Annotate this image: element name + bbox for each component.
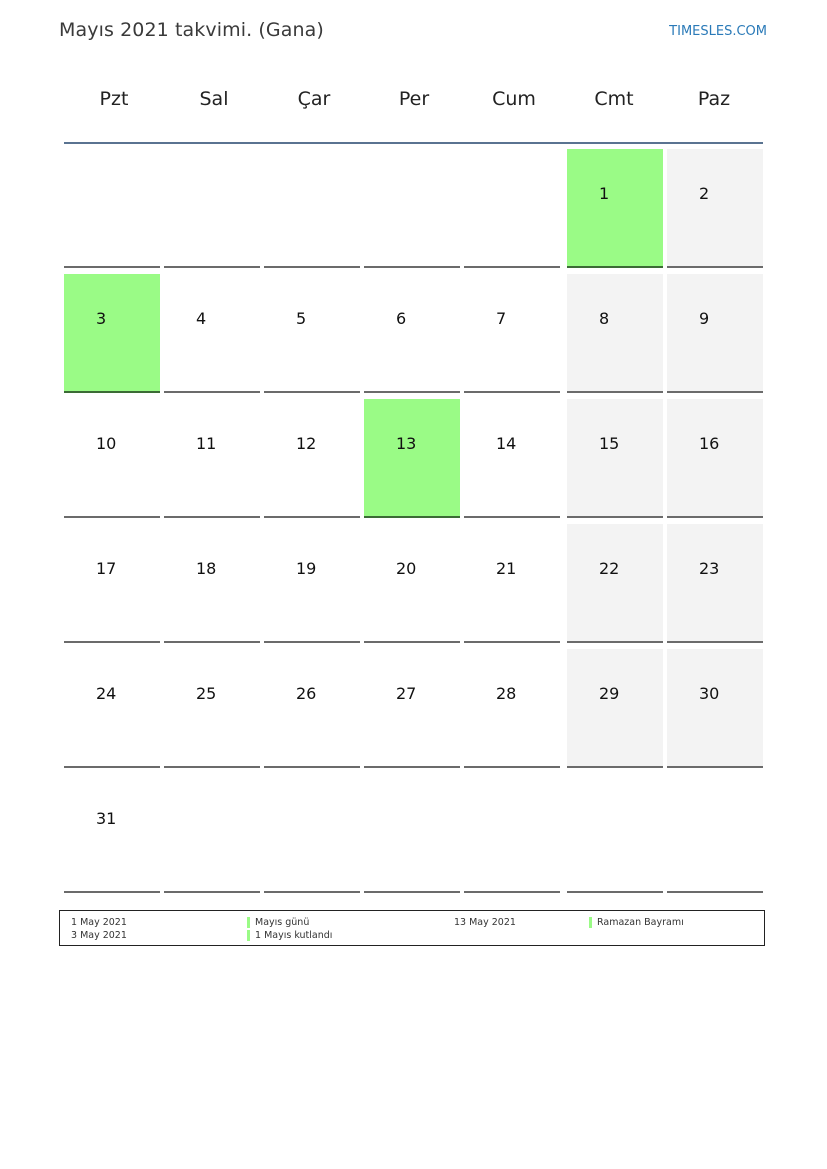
day-cell[interactable] — [464, 274, 560, 393]
day-cell[interactable] — [64, 524, 160, 643]
day-number: 5 — [296, 309, 307, 328]
legend-holiday-name: Mayıs günü — [255, 917, 310, 928]
weekday-sat: Cmt — [594, 88, 634, 110]
day-cell[interactable] — [667, 149, 763, 268]
empty-day-cell — [164, 149, 260, 268]
day-number: 13 — [396, 434, 417, 453]
day-cell[interactable] — [667, 649, 763, 768]
legend-color-swatch — [247, 917, 250, 928]
day-cell[interactable] — [64, 399, 160, 518]
legend-holiday-name: Ramazan Bayramı — [597, 917, 684, 928]
day-cell[interactable] — [464, 649, 560, 768]
day-number: 21 — [496, 559, 517, 578]
day-cell[interactable] — [667, 399, 763, 518]
day-cell[interactable] — [164, 399, 260, 518]
day-cell[interactable] — [64, 274, 160, 393]
legend-date: 13 May 2021 — [454, 917, 516, 928]
weekday-mon: Pzt — [99, 88, 129, 110]
day-number: 20 — [396, 559, 417, 578]
legend-color-swatch — [589, 917, 592, 928]
day-cell[interactable] — [364, 649, 460, 768]
day-cell[interactable] — [164, 649, 260, 768]
empty-day-cell — [464, 774, 560, 893]
day-number: 18 — [196, 559, 217, 578]
day-cell[interactable] — [567, 399, 663, 518]
day-number: 9 — [699, 309, 710, 328]
empty-day-cell — [64, 149, 160, 268]
empty-day-cell — [364, 774, 460, 893]
header-divider — [64, 142, 763, 144]
day-number: 29 — [599, 684, 620, 703]
empty-day-cell — [264, 149, 360, 268]
brand-link[interactable]: TIMESLES.COM — [669, 24, 767, 39]
day-cell[interactable] — [567, 274, 663, 393]
day-number: 27 — [396, 684, 417, 703]
weekday-thu: Per — [398, 88, 430, 110]
day-cell[interactable] — [264, 274, 360, 393]
day-cell[interactable] — [464, 524, 560, 643]
day-number: 26 — [296, 684, 317, 703]
day-number: 2 — [699, 184, 710, 203]
empty-day-cell — [667, 774, 763, 893]
empty-day-cell — [164, 774, 260, 893]
empty-day-cell — [567, 774, 663, 893]
day-cell[interactable] — [264, 649, 360, 768]
day-cell[interactable] — [667, 524, 763, 643]
day-cell[interactable] — [64, 649, 160, 768]
day-number: 22 — [599, 559, 620, 578]
weekday-tue: Sal — [199, 88, 229, 110]
day-number: 12 — [296, 434, 317, 453]
empty-day-cell — [264, 774, 360, 893]
day-cell[interactable] — [364, 399, 460, 518]
day-cell[interactable] — [464, 399, 560, 518]
holiday-legend — [59, 910, 765, 946]
day-number: 7 — [496, 309, 507, 328]
day-number: 24 — [96, 684, 117, 703]
empty-day-cell — [464, 149, 560, 268]
legend-holiday-name: 1 Mayıs kutlandı — [255, 930, 333, 941]
day-cell[interactable] — [567, 149, 663, 268]
day-number: 25 — [196, 684, 217, 703]
day-cell[interactable] — [567, 649, 663, 768]
day-number: 31 — [96, 809, 117, 828]
day-number: 17 — [96, 559, 117, 578]
day-number: 3 — [96, 309, 107, 328]
weekday-wed: Çar — [297, 88, 331, 110]
day-number: 8 — [599, 309, 610, 328]
calendar-grid — [64, 149, 764, 895]
day-number: 28 — [496, 684, 517, 703]
day-number: 4 — [196, 309, 207, 328]
day-cell[interactable] — [264, 524, 360, 643]
day-cell[interactable] — [164, 274, 260, 393]
day-number: 16 — [699, 434, 720, 453]
day-number: 6 — [396, 309, 407, 328]
legend-color-swatch — [247, 930, 250, 941]
day-number: 30 — [699, 684, 720, 703]
day-number: 15 — [599, 434, 620, 453]
weekday-fri: Cum — [492, 88, 536, 110]
legend-date: 1 May 2021 — [71, 917, 127, 928]
day-number: 11 — [196, 434, 217, 453]
day-cell[interactable] — [164, 524, 260, 643]
day-number: 14 — [496, 434, 517, 453]
day-number: 1 — [599, 184, 610, 203]
weekday-header — [64, 88, 764, 122]
empty-day-cell — [364, 149, 460, 268]
page-title: Mayıs 2021 takvimi. (Gana) — [59, 19, 324, 41]
day-cell[interactable] — [64, 774, 160, 893]
day-cell[interactable] — [364, 274, 460, 393]
day-cell[interactable] — [667, 274, 763, 393]
day-number: 23 — [699, 559, 720, 578]
day-cell[interactable] — [364, 524, 460, 643]
day-number: 19 — [296, 559, 317, 578]
weekday-sun: Paz — [697, 88, 731, 110]
day-cell[interactable] — [567, 524, 663, 643]
day-cell[interactable] — [264, 399, 360, 518]
day-number: 10 — [96, 434, 117, 453]
legend-date: 3 May 2021 — [71, 930, 127, 941]
